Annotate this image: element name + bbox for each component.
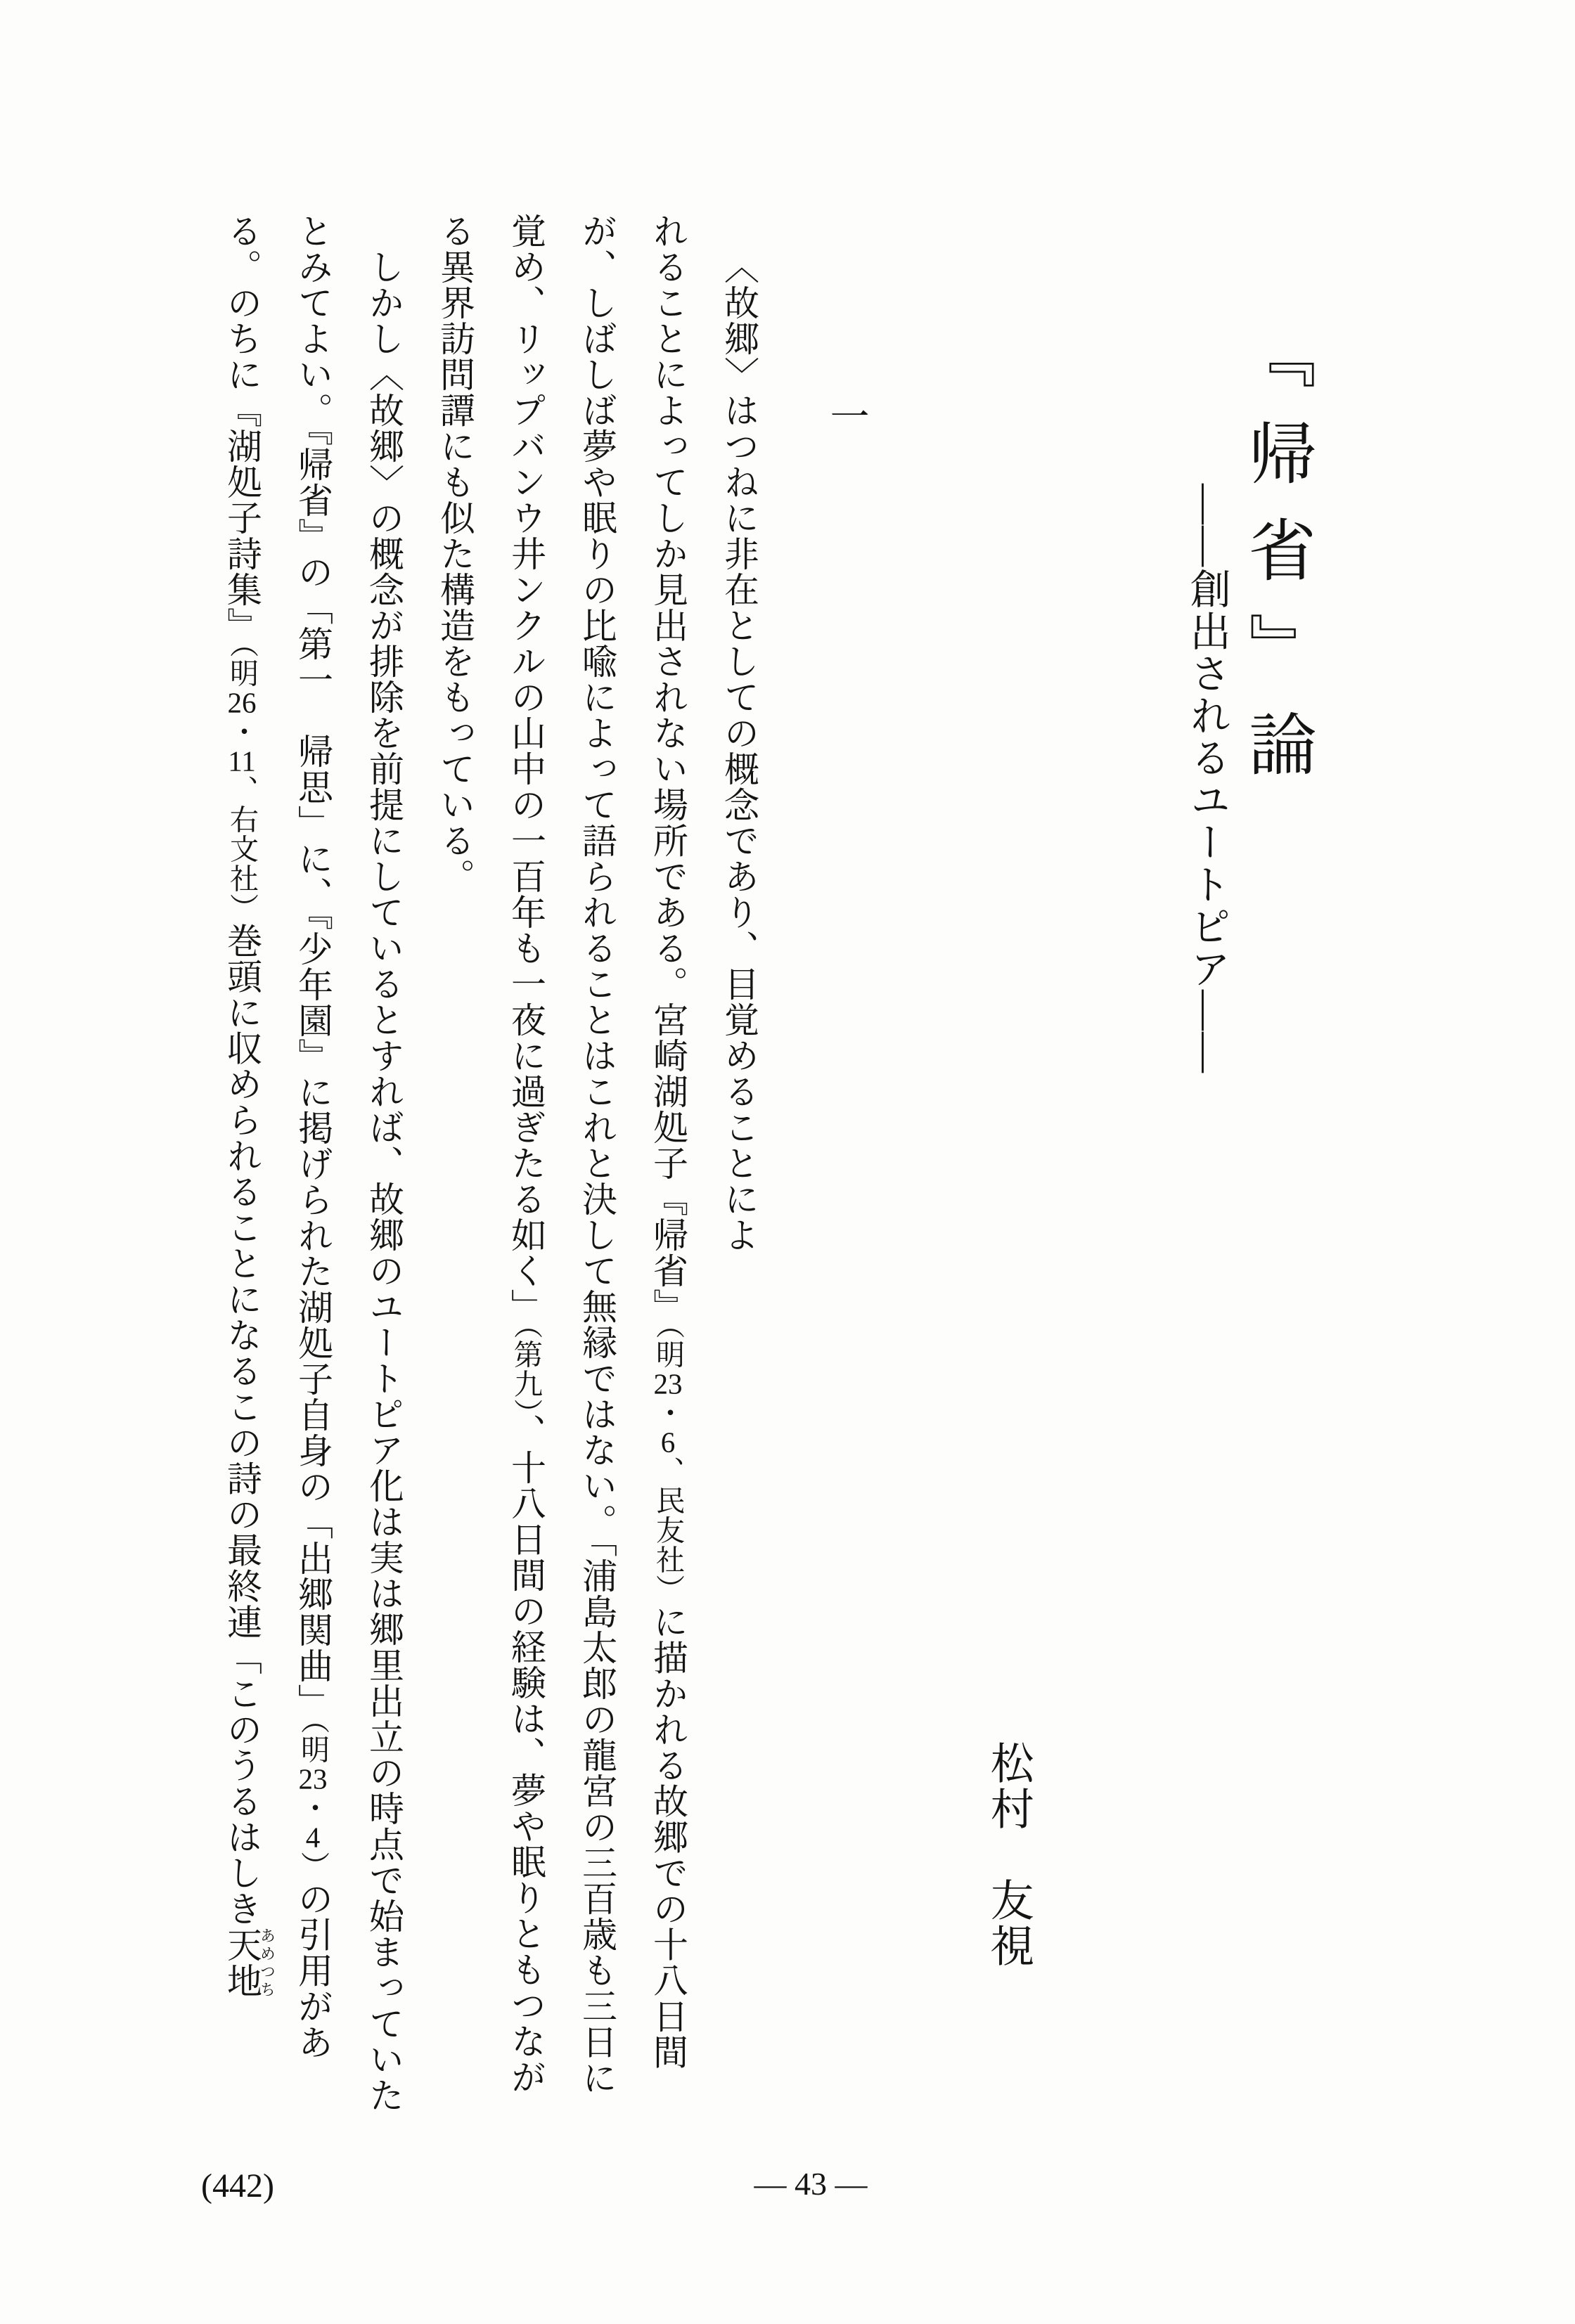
text-column: が、しばしば夢や眠りの比喩によって語られることはこれと決して無縁ではない。「浦島太郎の龍宮の三百歳も三日に	[577, 213, 617, 2096]
text-column: る異界訪問譚にも似た構造をもっている。	[435, 213, 475, 894]
journal-sequence-number: (442)	[201, 2167, 274, 2204]
body-text	[206, 213, 774, 2143]
horizontal-in-vertical-number: 23	[298, 1764, 328, 1793]
parenthetical-note: （明	[297, 1719, 329, 1764]
parenthetical-note: 、右文社）	[226, 775, 258, 923]
text-column: れることによってしか見出されない場所である。宮崎湖処子『帰省』（明23・6、民友社）に描かれる故郷での十八日間	[648, 213, 688, 2070]
parenthetical-note: （第九）	[510, 1324, 542, 1414]
text-column: とみてよい。『帰省』の「第一 帰思」に、『少年園』に掲げられた湖処子自身の「出郷関曲」（明23・4）の引用があ	[293, 213, 333, 2060]
horizontal-in-vertical-number: 26	[227, 687, 257, 717]
horizontal-in-vertical-number: 23	[653, 1369, 683, 1398]
article-title: 『帰省』論	[1239, 321, 1315, 806]
text-column: 覚め、リップバンウ井ンクルの山中の一百年も一夜に過ぎたる如く」（第九）、十八日間の経験は、夢や眠りともつなが	[506, 213, 546, 2095]
parenthetical-note: ）	[297, 1851, 329, 1881]
horizontal-in-vertical-number: 6	[660, 1427, 676, 1457]
horizontal-in-vertical-number: 4	[305, 1822, 321, 1852]
text-column: 〈故郷〉はつねに非在としての概念であり、目覚めることによ	[719, 249, 759, 1253]
parenthetical-note: （明	[652, 1324, 684, 1369]
text-column: しかし〈故郷〉の概念が排除を前提にしているとすれば、故郷のユートピア化は実は郷里出立の時点で始まっていた	[364, 249, 404, 2113]
author-name: 松村 友視	[984, 1741, 1032, 1969]
horizontal-in-vertical-number: 11	[228, 746, 256, 775]
parenthetical-note: （明	[226, 643, 258, 688]
parenthetical-note: 、民友社）	[652, 1456, 684, 1604]
article-subtitle: ――創出されるユートピア――	[1183, 484, 1230, 1074]
ruby-annotated-word: 天地あめつち	[222, 1926, 276, 1999]
parenthetical-note: ・	[652, 1397, 684, 1428]
text-column: る。のちに『湖処子詩集』（明26・11、右文社）巻頭に収められることになるこの詩の最終連「このうるはしき天地あめつち	[222, 213, 276, 1999]
parenthetical-note: ・	[297, 1793, 329, 1823]
parenthetical-note: ・	[226, 716, 258, 747]
page-number: — 43 —	[754, 2166, 868, 2202]
section-number: 一	[824, 396, 868, 435]
